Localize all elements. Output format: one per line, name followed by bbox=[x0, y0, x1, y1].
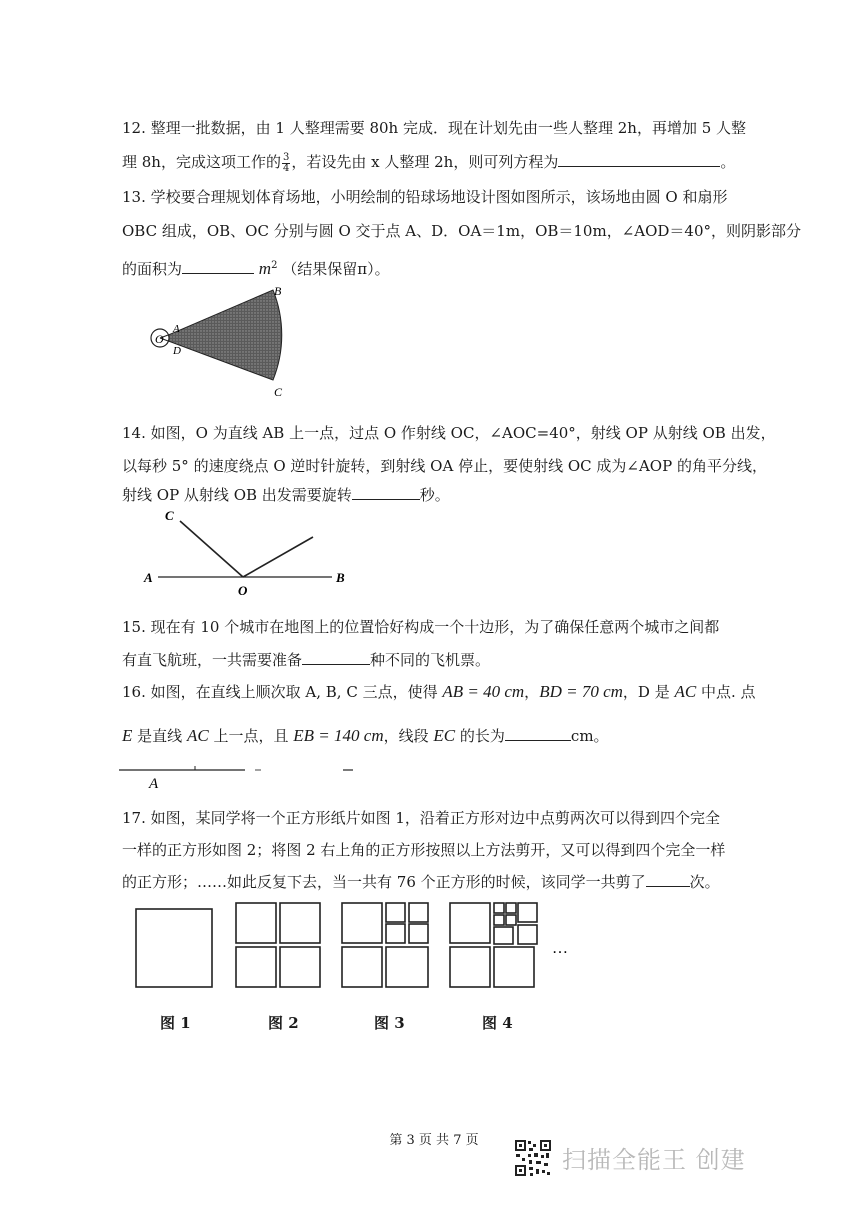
label-c: C bbox=[274, 385, 283, 399]
ellipsis: … bbox=[552, 940, 568, 957]
q13-line1: 13. 学校要合理规划体育场地，小明绘制的铅球场地设计图如图所示，该场地由圆 O 和扇形 bbox=[122, 188, 728, 206]
label-d: D bbox=[173, 345, 181, 357]
q14-answer-blank[interactable] bbox=[352, 485, 420, 500]
label-o: O bbox=[238, 583, 248, 598]
q15-line1: 15. 现在有 10 个城市在地图上的位置恰好构成一个十边形，为了确保任意两个城市之间都 bbox=[122, 618, 720, 636]
label-a: A bbox=[173, 323, 180, 335]
q14-ray-figure bbox=[140, 505, 360, 600]
q17-answer-blank[interactable] bbox=[646, 872, 690, 887]
shaded-region bbox=[169, 290, 282, 380]
q14-line2: 以每秒 5° 的速度绕点 O 逆时针旋转，到射线 OA 停止，要使射线 OC 成为∠AOP 的角平分线， bbox=[122, 457, 767, 475]
q14-line1: 14. 如图，O 为直线 AB 上一点，过点 O 作射线 OC，∠AOC=40°，射线 OP 从射线 OB 出发， bbox=[122, 424, 776, 442]
label-c: C bbox=[165, 508, 174, 523]
label-a: A bbox=[149, 776, 159, 792]
q13-line2: OBC 组成，OB、OC 分别与圆 O 交于点 A、D．OA＝1m，OB＝10m，∠AOD＝40°，则阴影部分 bbox=[122, 222, 802, 240]
label-o: O bbox=[155, 332, 164, 346]
label-a: A bbox=[144, 570, 153, 585]
q17-line2: 一样的正方形如图 2；将图 2 右上角的正方形按照以上方法剪开，又可以得到四个完全一样 bbox=[122, 841, 726, 859]
ray-op bbox=[243, 537, 313, 577]
watermark-text: 扫描全能王 创建 bbox=[562, 1146, 746, 1174]
page-number: 第 3 页 共 7 页 bbox=[389, 1133, 479, 1148]
fig-label-3: 图 3 bbox=[374, 1014, 405, 1032]
q17-line3: 的正方形；……如此反复下去，当一共有 76 个正方形的时候，该同学一共剪了 次。 bbox=[122, 873, 720, 891]
q15-line2: 有直飞航班，一共需要准备 种不同的飞机票。 bbox=[122, 651, 491, 669]
q12-answer-blank[interactable] bbox=[558, 152, 720, 167]
qr-code-icon bbox=[514, 1139, 552, 1177]
eq-ab: AB = 40 cm bbox=[442, 682, 525, 701]
q13-sector-figure bbox=[140, 282, 300, 402]
q15-answer-blank[interactable] bbox=[302, 650, 370, 665]
eq-eb: EB = 140 cm bbox=[293, 726, 384, 745]
fig-label-1: 图 1 bbox=[160, 1014, 191, 1032]
q13-answer-blank[interactable] bbox=[182, 259, 254, 274]
q14-line3: 射线 OP 从射线 OB 出发需要旋转 秒。 bbox=[122, 486, 450, 504]
q16-line1: 16. 如图，在直线上顺次取 A, B, C 三点，使得 AB = 40 cm，BD = 70 cm，D 是 AC 中点. 点 bbox=[122, 682, 756, 701]
label-b: B bbox=[336, 570, 345, 585]
label-b: B bbox=[274, 284, 282, 298]
q12-line2: 理 8h，完成这项工作的 $\frac{3}{4}$ ，若设先由 x 人整理 2h，则可列方程为 。 bbox=[122, 151, 736, 174]
q16-line-figure bbox=[115, 760, 365, 792]
q16-answer-blank[interactable] bbox=[505, 726, 571, 741]
eq-bd: BD = 70 cm bbox=[539, 682, 623, 701]
fraction-three-quarters: $\frac{3}{4}$ bbox=[282, 151, 290, 174]
q13-line3: 的面积为 $m^2$ （结果保留π）。 bbox=[122, 259, 390, 278]
fig-label-4: 图 4 bbox=[482, 1014, 513, 1032]
fig1-square bbox=[136, 909, 212, 987]
q17-squares-figure bbox=[130, 895, 580, 995]
fig-label-2: 图 2 bbox=[268, 1014, 299, 1032]
q17-line1: 17. 如图，某同学将一个正方形纸片如图 1，沿着正方形对边中点剪两次可以得到四个完全 bbox=[122, 809, 720, 827]
q16-line2: E 是直线 AC 上一点，且 EB = 140 cm，线段 EC 的长为 cm。 bbox=[122, 726, 609, 745]
q12-line1: 12. 整理一批数据，由 1 人整理需要 80h 完成．现在计划先由一些人整理 2h，再增加 5 人整 bbox=[122, 119, 747, 137]
ray-oc bbox=[180, 521, 243, 577]
